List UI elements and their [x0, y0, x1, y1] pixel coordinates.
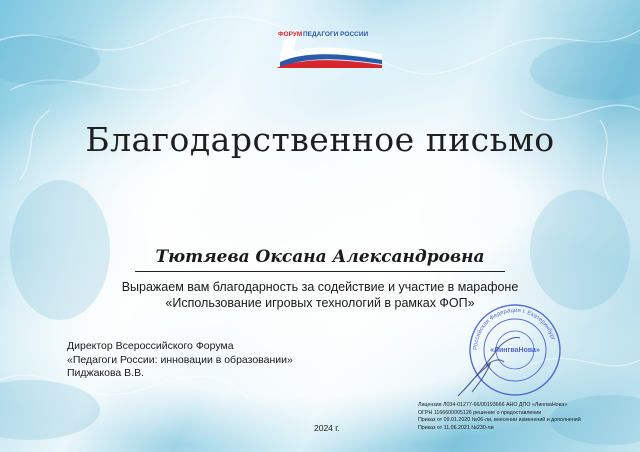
official-stamp	[456, 300, 574, 400]
logo-brand-right: ПЕДАГОГИ РОССИИ	[303, 31, 369, 38]
stamp-ring-text: Российская Федерация г. Екатеринбург	[472, 307, 556, 351]
license-line: Лицензия Л034-01277-66/00193666 АНО ДПО «ЛингваНова»	[418, 402, 568, 408]
signer-line: Пиджакова В.В.	[67, 367, 145, 379]
certificate-title: Благодарственное письмо	[85, 120, 555, 159]
signer-line: «Педагоги России: инновации в образовании»	[67, 353, 293, 366]
license-line: Приказ от 09.01.2020 №06-ли, внесении изменений и дополнений	[418, 417, 581, 423]
name-underline	[135, 271, 505, 272]
logo-brand-left: ФОРУМ	[278, 31, 303, 38]
signer-line: Директор Всероссийского Форума	[67, 340, 234, 352]
message-line: Выражаем вам благодарность за содействие и участие в марафоне	[121, 280, 519, 294]
signer-block	[67, 340, 293, 381]
license-line: ОГРН 1166600005126 решение о предоставлении	[418, 409, 542, 416]
message-line: «Использование игровых технологий в рамках ФОП»	[165, 296, 475, 310]
issue-year: 2024 г.	[314, 423, 340, 433]
stamp-center-text: «ЛингваНова»	[490, 347, 540, 354]
license-line: Приказ от 11.06.2021 №230-ли	[418, 424, 494, 431]
recipient-name: Тютяева Оксана Александровна	[155, 247, 485, 267]
license-info	[418, 402, 581, 432]
forum-logo	[270, 26, 385, 68]
